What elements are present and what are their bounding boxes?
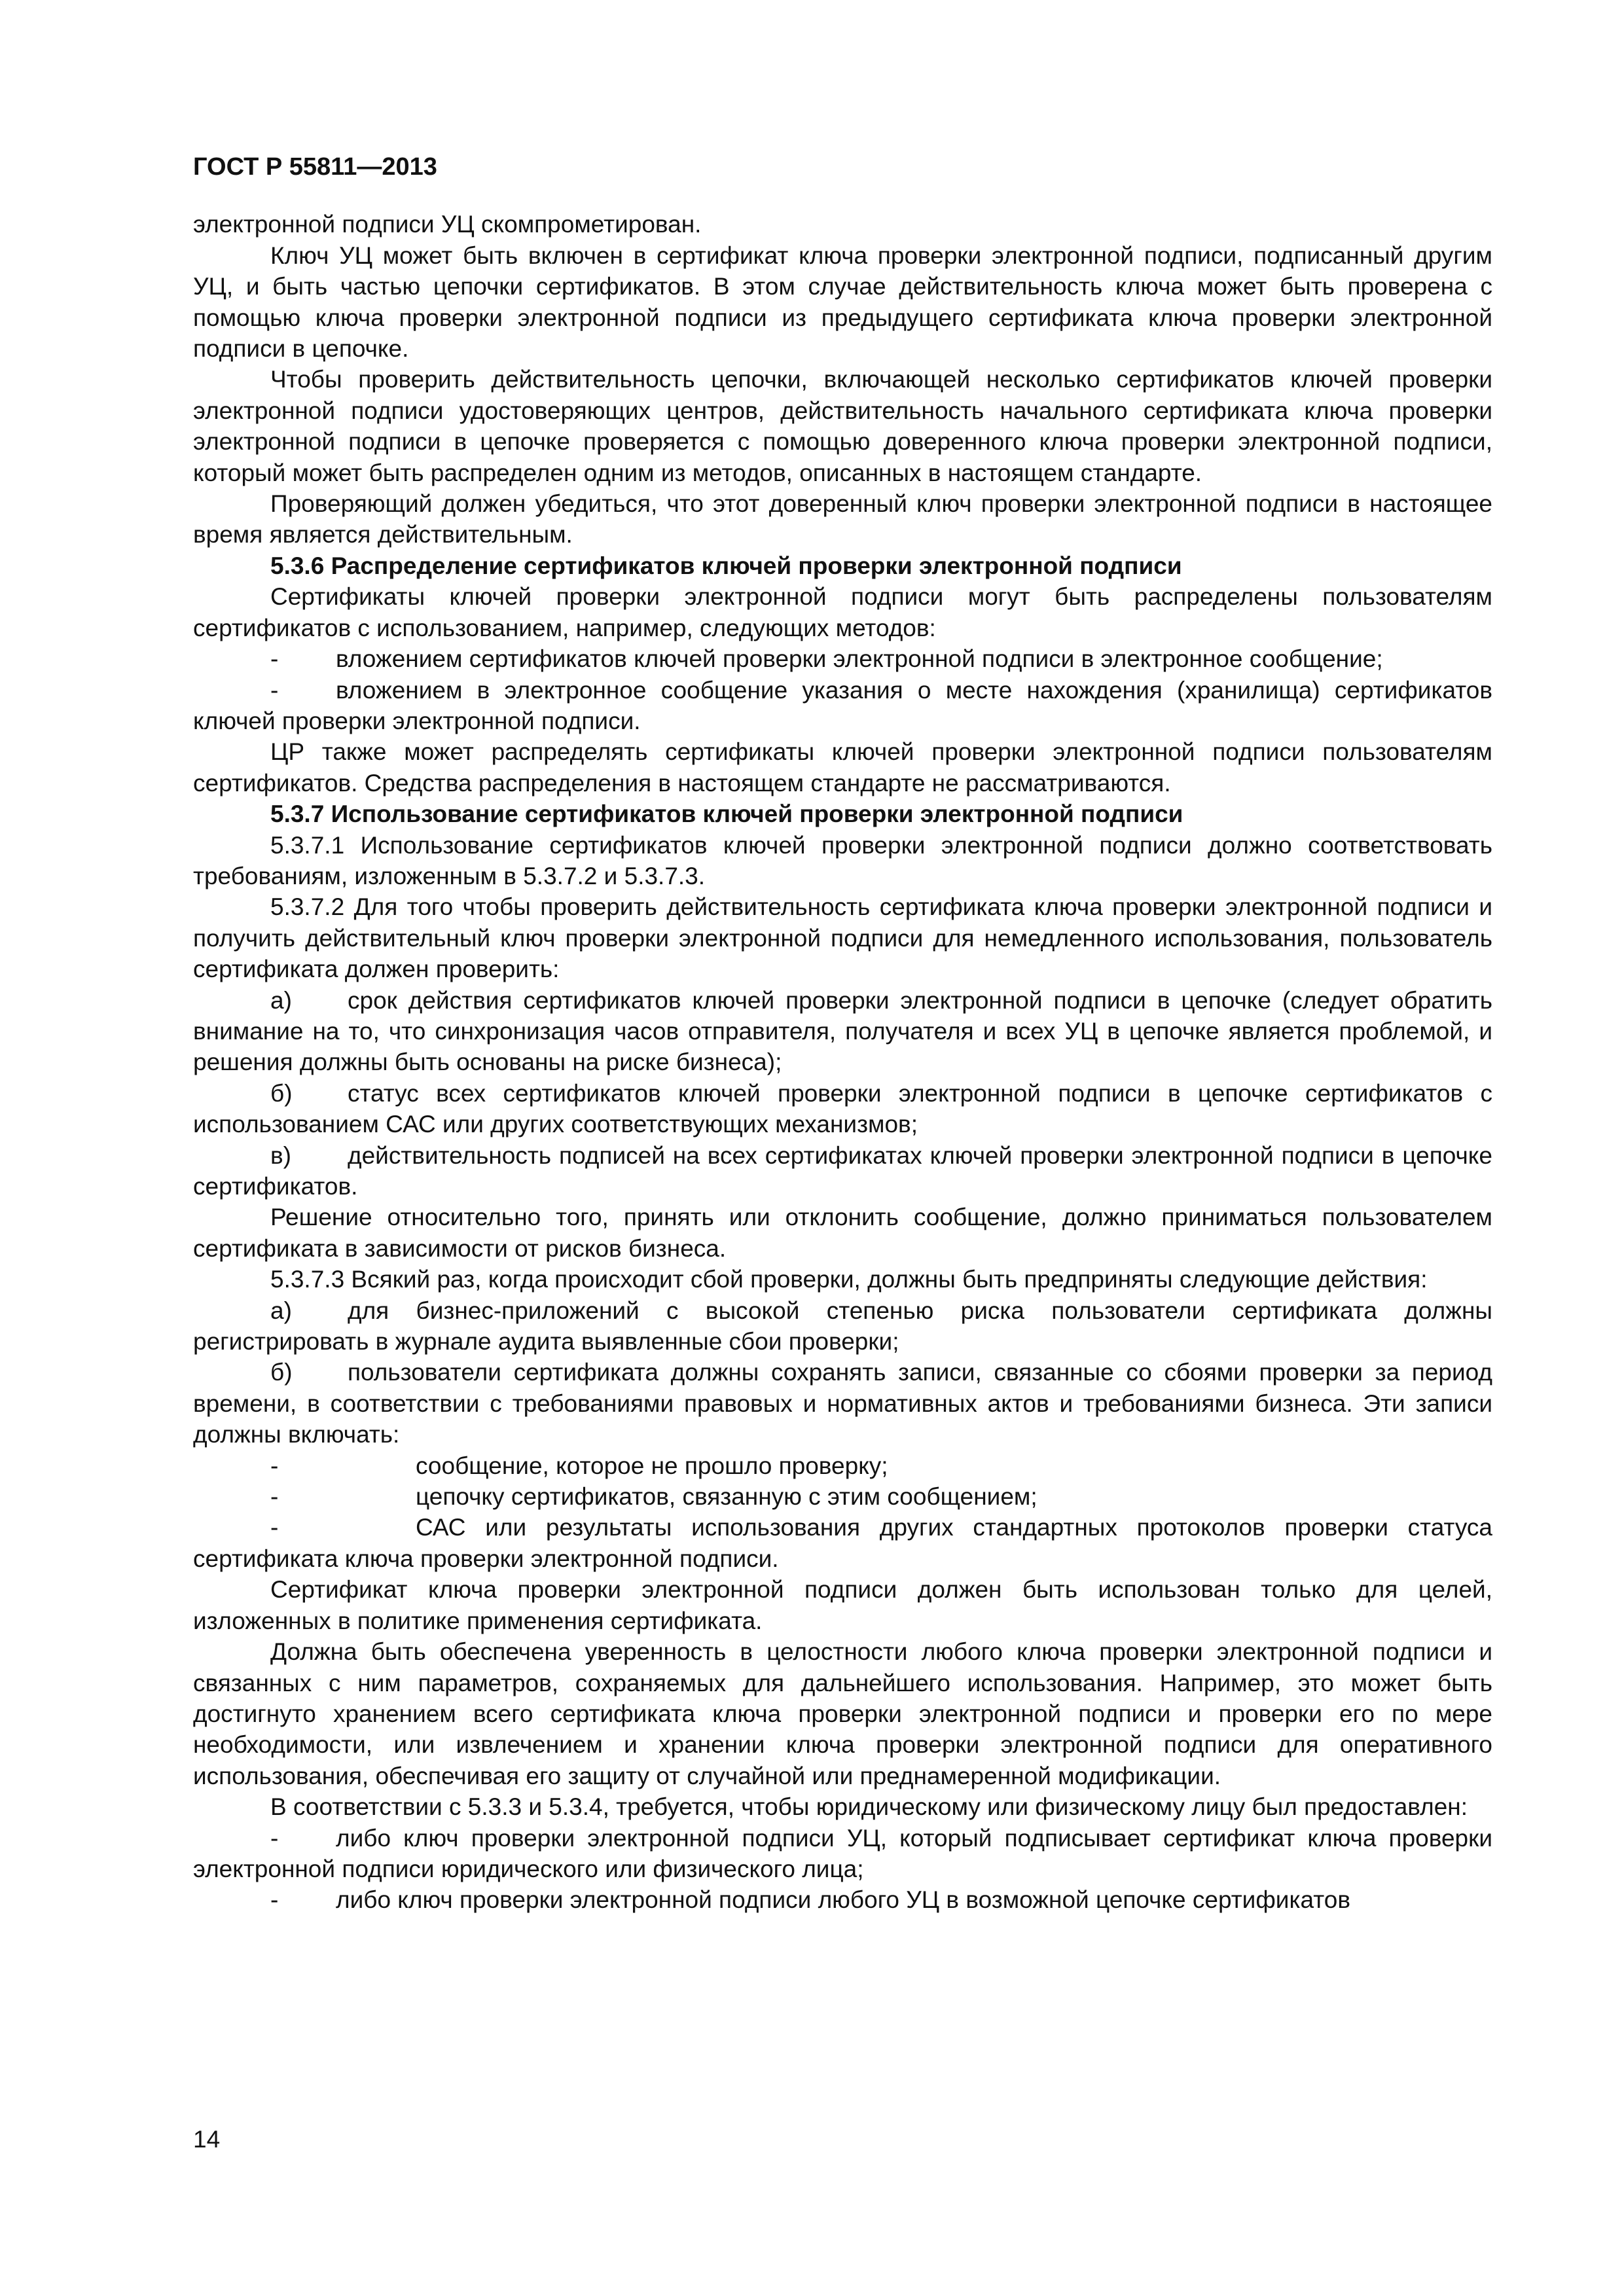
- list-item: [193, 985, 1492, 1078]
- list-item-text: вложением сертификатов ключей проверки электронной подписи в электронное сообщение;: [336, 645, 1383, 673]
- paragraph: Сертификат ключа проверки электронной подписи должен быть использован только для целей, изложенных в политике применения сертификата.: [193, 1576, 1492, 1634]
- document-page: [193, 152, 1492, 1916]
- list-item: [193, 1481, 1492, 1512]
- paragraph: Сертификаты ключей проверки электронной подписи могут быть распределены пользователям сертификатов с использованием, например, следующих методов:: [193, 583, 1492, 641]
- list-marker: -: [270, 1886, 279, 1914]
- paragraph: Чтобы проверить действительность цепочки, включающей несколько сертификатов ключей проверки электронной подписи удостоверяющих центров, действительность начального сертификата ключа проверки электронной подписи в цепочке проверяется с помощью доверенного ключа проверки электронной подписи, который может быть распределен одним из методов, описанных в настоящем стандарте.: [193, 366, 1492, 486]
- section-heading-5-3-6: 5.3.6 Распределение сертификатов ключей проверки электронной подписи: [270, 552, 1182, 579]
- page-number: 14: [193, 2126, 221, 2153]
- list-marker: -: [270, 645, 279, 673]
- list-item: [193, 643, 1492, 674]
- list-marker: -: [270, 676, 279, 704]
- section-heading-5-3-7: 5.3.7 Использование сертификатов ключей проверки электронной подписи: [270, 800, 1183, 828]
- paragraph: электронной подписи УЦ скомпрометирован.: [193, 211, 702, 238]
- paragraph: Решение относительно того, принять или отклонить сообщение, должно приниматься пользователем сертификата в зависимости от рисков бизнеса.: [193, 1204, 1492, 1262]
- list-marker: б): [270, 1359, 293, 1386]
- list-marker: в): [270, 1141, 291, 1169]
- paragraph: ЦР также может распределять сертификаты ключей проверки электронной подписи пользователям сертификатов. Средства распределения в настоящем стандарте не рассматриваются.: [193, 738, 1492, 797]
- list-item: [193, 1823, 1492, 1885]
- list-item: [193, 1884, 1492, 1915]
- list-item-text: сообщение, которое не прошло проверку;: [416, 1452, 888, 1479]
- list-marker: б): [270, 1079, 293, 1107]
- list-item-text: статус всех сертификатов ключей проверки электронной подписи в цепочке сертификатов с использованием САС или других соответствующих механизмов;: [193, 1079, 1492, 1138]
- paragraph: 5.3.7.2 Для того чтобы проверить действительность сертификата ключа проверки электронной подписи и получить действительный ключ проверки электронной подписи для немедленного использования, пользователь сертификата должен проверить:: [193, 893, 1492, 983]
- list-item-text: либо ключ проверки электронной подписи УЦ, который подписывает сертификат ключа проверки электронной подписи юридического или физического лица;: [193, 1824, 1492, 1882]
- list-item: [193, 1512, 1492, 1574]
- list-item-text: действительность подписей на всех сертификатах ключей проверки электронной подписи в цепочке сертификатов.: [193, 1141, 1492, 1200]
- paragraph: Ключ УЦ может быть включен в сертификат ключа проверки электронной подписи, подписанный другим УЦ, и быть частью цепочки сертификатов. В этом случае действительность ключа может быть проверена с помощью ключа проверки электронной подписи из предыдущего сертификата ключа проверки электронной подписи в цепочке.: [193, 242, 1492, 363]
- paragraph: Проверяющий должен убедиться, что этот доверенный ключ проверки электронной подписи в настоящее время является действительным.: [193, 490, 1492, 548]
- list-item-text: вложением в электронное сообщение указания о месте нахождения (хранилища) сертификатов ключей проверки электронной подписи.: [193, 676, 1492, 734]
- list-marker: а): [270, 986, 292, 1014]
- list-item-text: цепочку сертификатов, связанную с этим сообщением;: [416, 1483, 1038, 1511]
- paragraph: Должна быть обеспечена уверенность в целостности любого ключа проверки электронной подписи и связанных с ним параметров, сохраняемых для дальнейшего использования. Например, это может быть достигнуто хранением всего сертификата ключа проверки электронной подписи и проверки его по мере необходимости, или извлечением и хранении ключа проверки электронной подписи для оперативного использования, обеспечивая его защиту от случайной или преднамеренной модификации.: [193, 1638, 1492, 1789]
- list-item: [193, 1295, 1492, 1357]
- document-header: ГОСТ Р 55811—2013: [193, 153, 437, 181]
- list-marker: -: [270, 1483, 279, 1511]
- paragraph: 5.3.7.3 Всякий раз, когда происходит сбой проверки, должны быть предприняты следующие действия:: [270, 1266, 1428, 1293]
- list-item: [193, 1078, 1492, 1140]
- list-item-text: для бизнес-приложений с высокой степенью риска пользователи сертификата должны регистрировать в журнале аудита выявленные сбои проверки;: [193, 1297, 1492, 1355]
- list-item: [193, 1450, 1492, 1481]
- list-marker: -: [270, 1514, 279, 1541]
- list-marker: -: [270, 1452, 279, 1479]
- list-item-text: срок действия сертификатов ключей проверки электронной подписи в цепочке (следует обратить внимание на то, что синхронизация часов отправителя, получателя и всех УЦ в цепочке является проблемой, и решения должны быть основаны на риске бизнеса);: [193, 986, 1492, 1076]
- list-item: [193, 1140, 1492, 1202]
- list-item: [193, 675, 1492, 737]
- list-item-text: либо ключ проверки электронной подписи любого УЦ в возможной цепочке сертификатов: [336, 1886, 1350, 1914]
- list-item-text: пользователи сертификата должны сохранять записи, связанные со сбоями проверки за период времени, в соответствии с требованиями правовых и нормативных актов и требованиями бизнеса. Эти записи должны включать:: [193, 1359, 1492, 1448]
- list-marker: -: [270, 1824, 279, 1852]
- list-marker: а): [270, 1297, 292, 1324]
- paragraph: В соответствии с 5.3.3 и 5.3.4, требуется, чтобы юридическому или физическому лицу был предоставлен:: [270, 1793, 1468, 1821]
- list-item: [193, 1357, 1492, 1450]
- list-item-text: САС или результаты использования других стандартных протоколов проверки статуса сертификата ключа проверки электронной подписи.: [193, 1514, 1492, 1572]
- paragraph: 5.3.7.1 Использование сертификатов ключей проверки электронной подписи должно соответствовать требованиям, изложенным в 5.3.7.2 и 5.3.7.3.: [193, 831, 1492, 889]
